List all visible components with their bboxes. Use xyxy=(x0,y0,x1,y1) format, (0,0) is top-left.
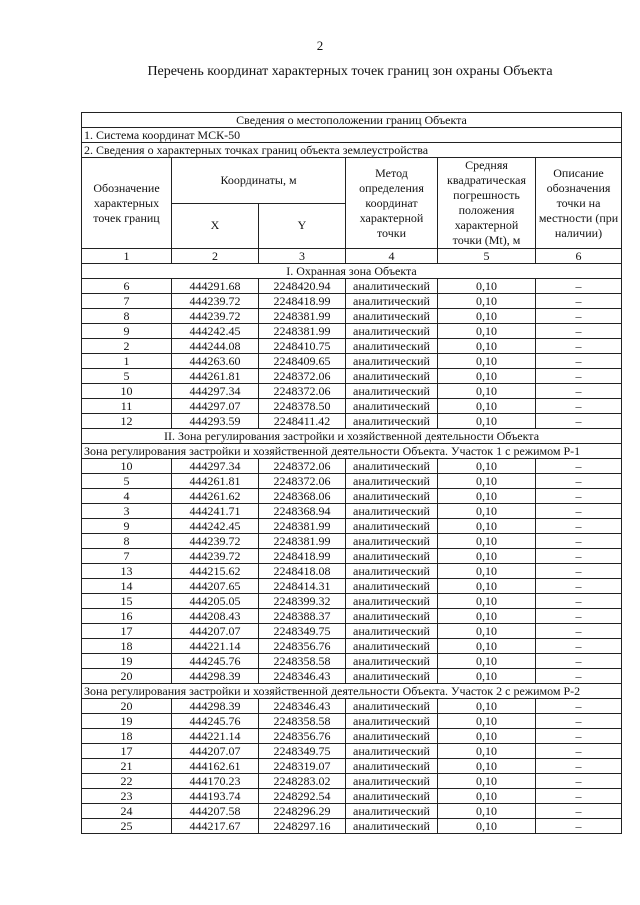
table-row xyxy=(82,639,622,654)
point-number: 9 xyxy=(82,519,172,534)
method: аналитический xyxy=(346,459,438,474)
coord-y: 2248356.76 xyxy=(259,639,346,654)
point-number: 8 xyxy=(82,309,172,324)
method: аналитический xyxy=(346,774,438,789)
method: аналитический xyxy=(346,819,438,834)
coord-x: 444239.72 xyxy=(172,309,259,324)
coord-x: 444297.34 xyxy=(172,384,259,399)
coord-x: 444217.67 xyxy=(172,819,259,834)
coord-y: 2248388.37 xyxy=(259,609,346,624)
description: – xyxy=(536,534,622,549)
table-row xyxy=(82,744,622,759)
coord-y: 2248292.54 xyxy=(259,789,346,804)
description: – xyxy=(536,294,622,309)
method: аналитический xyxy=(346,654,438,669)
points-info: 2. Сведения о характерных точках границ объекта землеустройства xyxy=(82,143,622,158)
coord-y: 2248349.75 xyxy=(259,624,346,639)
coord-y: 2248319.07 xyxy=(259,759,346,774)
section-subtitle-row xyxy=(82,684,622,699)
header-error: Средняя квадратическая погрешность положения характерной точки (Mt), м xyxy=(438,158,536,249)
table-row xyxy=(82,339,622,354)
coord-y: 2248418.99 xyxy=(259,549,346,564)
description: – xyxy=(536,789,622,804)
error-value: 0,10 xyxy=(438,669,536,684)
column-number: 3 xyxy=(259,249,346,264)
description: – xyxy=(536,714,622,729)
coord-y: 2248296.29 xyxy=(259,804,346,819)
point-number: 17 xyxy=(82,744,172,759)
point-number: 5 xyxy=(82,369,172,384)
table-row xyxy=(82,789,622,804)
coord-y: 2248378.50 xyxy=(259,399,346,414)
header-coordinates: Координаты, м xyxy=(172,158,346,204)
coord-y: 2248381.99 xyxy=(259,309,346,324)
point-number: 24 xyxy=(82,804,172,819)
coord-y: 2248368.94 xyxy=(259,504,346,519)
coord-x: 444297.34 xyxy=(172,459,259,474)
method: аналитический xyxy=(346,294,438,309)
document-title: Перечень координат характерных точек границ зон охраны Объекта xyxy=(147,64,553,79)
method: аналитический xyxy=(346,384,438,399)
point-number: 10 xyxy=(82,459,172,474)
method: аналитический xyxy=(346,744,438,759)
coord-x: 444239.72 xyxy=(172,534,259,549)
coord-y: 2248358.58 xyxy=(259,654,346,669)
coord-x: 444242.45 xyxy=(172,519,259,534)
method: аналитический xyxy=(346,549,438,564)
coord-x: 444298.39 xyxy=(172,699,259,714)
section-title-row xyxy=(82,264,622,279)
method: аналитический xyxy=(346,669,438,684)
column-number: 2 xyxy=(172,249,259,264)
method: аналитический xyxy=(346,729,438,744)
error-value: 0,10 xyxy=(438,564,536,579)
table-row xyxy=(82,714,622,729)
coord-x: 444208.43 xyxy=(172,609,259,624)
table-row xyxy=(82,534,622,549)
coord-x: 444242.45 xyxy=(172,324,259,339)
point-number: 20 xyxy=(82,699,172,714)
description: – xyxy=(536,474,622,489)
error-value: 0,10 xyxy=(438,774,536,789)
description: – xyxy=(536,489,622,504)
coord-y: 2248356.76 xyxy=(259,729,346,744)
description: – xyxy=(536,459,622,474)
method: аналитический xyxy=(346,324,438,339)
description: – xyxy=(536,564,622,579)
coord-y: 2248420.94 xyxy=(259,279,346,294)
description: – xyxy=(536,774,622,789)
point-number: 25 xyxy=(82,819,172,834)
table-row xyxy=(82,624,622,639)
coord-x: 444291.68 xyxy=(172,279,259,294)
table-row xyxy=(82,399,622,414)
description: – xyxy=(536,654,622,669)
error-value: 0,10 xyxy=(438,489,536,504)
point-number: 12 xyxy=(82,414,172,429)
coord-x: 444162.61 xyxy=(172,759,259,774)
coord-y: 2248372.06 xyxy=(259,474,346,489)
error-value: 0,10 xyxy=(438,294,536,309)
point-number: 2 xyxy=(82,339,172,354)
error-value: 0,10 xyxy=(438,594,536,609)
table-row xyxy=(82,669,622,684)
table-row xyxy=(82,609,622,624)
coord-y: 2248372.06 xyxy=(259,459,346,474)
table-row xyxy=(82,474,622,489)
error-value: 0,10 xyxy=(438,279,536,294)
section-title: II. Зона регулирования застройки и хозяйственной деятельности Объекта xyxy=(82,429,622,444)
method: аналитический xyxy=(346,309,438,324)
table-row xyxy=(82,489,622,504)
description: – xyxy=(536,309,622,324)
method: аналитический xyxy=(346,489,438,504)
method: аналитический xyxy=(346,414,438,429)
point-number: 19 xyxy=(82,654,172,669)
error-value: 0,10 xyxy=(438,399,536,414)
table-row xyxy=(82,294,622,309)
coord-x: 444244.08 xyxy=(172,339,259,354)
coord-y: 2248283.02 xyxy=(259,774,346,789)
header-method: Метод определения координат характерной точки xyxy=(346,158,438,249)
header-x: X xyxy=(172,203,259,249)
coord-x: 444245.76 xyxy=(172,654,259,669)
point-number: 4 xyxy=(82,489,172,504)
coord-y: 2248368.06 xyxy=(259,489,346,504)
section-subtitle: Зона регулирования застройки и хозяйственной деятельности Объекта. Участок 2 с режимом Р-2 xyxy=(82,684,622,699)
table-row xyxy=(82,729,622,744)
coord-x: 444207.65 xyxy=(172,579,259,594)
point-number: 20 xyxy=(82,669,172,684)
coord-x: 444221.14 xyxy=(172,639,259,654)
description: – xyxy=(536,339,622,354)
description: – xyxy=(536,519,622,534)
table-row xyxy=(82,519,622,534)
method: аналитический xyxy=(346,594,438,609)
error-value: 0,10 xyxy=(438,759,536,774)
column-numbers-row xyxy=(82,249,622,264)
method: аналитический xyxy=(346,399,438,414)
method: аналитический xyxy=(346,624,438,639)
table-row xyxy=(82,549,622,564)
method: аналитический xyxy=(346,639,438,654)
error-value: 0,10 xyxy=(438,324,536,339)
coordinates-table xyxy=(81,112,622,834)
point-number: 17 xyxy=(82,624,172,639)
description: – xyxy=(536,609,622,624)
error-value: 0,10 xyxy=(438,549,536,564)
error-value: 0,10 xyxy=(438,459,536,474)
description: – xyxy=(536,399,622,414)
coord-x: 444221.14 xyxy=(172,729,259,744)
error-value: 0,10 xyxy=(438,369,536,384)
point-number: 9 xyxy=(82,324,172,339)
error-value: 0,10 xyxy=(438,384,536,399)
column-number: 1 xyxy=(82,249,172,264)
error-value: 0,10 xyxy=(438,519,536,534)
table-row xyxy=(82,504,622,519)
error-value: 0,10 xyxy=(438,654,536,669)
table-row xyxy=(82,279,622,294)
description: – xyxy=(536,639,622,654)
section-subtitle: Зона регулирования застройки и хозяйственной деятельности Объекта. Участок 1 с режимом Р-1 xyxy=(82,444,622,459)
error-value: 0,10 xyxy=(438,474,536,489)
method: аналитический xyxy=(346,564,438,579)
coord-y: 2248410.75 xyxy=(259,339,346,354)
table-row xyxy=(82,309,622,324)
coord-x: 444241.71 xyxy=(172,504,259,519)
description: – xyxy=(536,819,622,834)
description: – xyxy=(536,504,622,519)
method: аналитический xyxy=(346,504,438,519)
description: – xyxy=(536,624,622,639)
method: аналитический xyxy=(346,369,438,384)
table-row xyxy=(82,384,622,399)
error-value: 0,10 xyxy=(438,639,536,654)
description: – xyxy=(536,549,622,564)
header-y: Y xyxy=(259,203,346,249)
error-value: 0,10 xyxy=(438,609,536,624)
point-number: 18 xyxy=(82,639,172,654)
description: – xyxy=(536,579,622,594)
coord-x: 444245.76 xyxy=(172,714,259,729)
method: аналитический xyxy=(346,279,438,294)
description: – xyxy=(536,414,622,429)
table-row xyxy=(82,819,622,834)
coord-x: 444261.81 xyxy=(172,474,259,489)
coord-x: 444193.74 xyxy=(172,789,259,804)
table-row xyxy=(82,774,622,789)
coord-y: 2248297.16 xyxy=(259,819,346,834)
coord-x: 444207.07 xyxy=(172,624,259,639)
table-row xyxy=(82,354,622,369)
error-value: 0,10 xyxy=(438,789,536,804)
error-value: 0,10 xyxy=(438,534,536,549)
coord-y: 2248381.99 xyxy=(259,324,346,339)
coord-y: 2248409.65 xyxy=(259,354,346,369)
coord-y: 2248372.06 xyxy=(259,369,346,384)
point-number: 18 xyxy=(82,729,172,744)
coord-y: 2248358.58 xyxy=(259,714,346,729)
table-row xyxy=(82,579,622,594)
table-row xyxy=(82,594,622,609)
point-number: 1 xyxy=(82,354,172,369)
coord-x: 444297.07 xyxy=(172,399,259,414)
coord-x: 444207.58 xyxy=(172,804,259,819)
error-value: 0,10 xyxy=(438,354,536,369)
point-number: 8 xyxy=(82,534,172,549)
coord-y: 2248414.31 xyxy=(259,579,346,594)
header-designation: Обозначение характерных точек границ xyxy=(82,158,172,249)
method: аналитический xyxy=(346,354,438,369)
column-number: 6 xyxy=(536,249,622,264)
coord-y: 2248346.43 xyxy=(259,699,346,714)
coord-x: 444293.59 xyxy=(172,414,259,429)
column-number: 5 xyxy=(438,249,536,264)
coord-x: 444298.39 xyxy=(172,669,259,684)
column-number: 4 xyxy=(346,249,438,264)
description: – xyxy=(536,804,622,819)
error-value: 0,10 xyxy=(438,804,536,819)
error-value: 0,10 xyxy=(438,699,536,714)
method: аналитический xyxy=(346,714,438,729)
error-value: 0,10 xyxy=(438,744,536,759)
method: аналитический xyxy=(346,699,438,714)
point-number: 5 xyxy=(82,474,172,489)
table-row xyxy=(82,699,622,714)
point-number: 6 xyxy=(82,279,172,294)
method: аналитический xyxy=(346,609,438,624)
method: аналитический xyxy=(346,804,438,819)
table-heading: Сведения о местоположении границ Объекта xyxy=(82,113,622,128)
point-number: 16 xyxy=(82,609,172,624)
description: – xyxy=(536,729,622,744)
description: – xyxy=(536,744,622,759)
point-number: 13 xyxy=(82,564,172,579)
error-value: 0,10 xyxy=(438,819,536,834)
table-row xyxy=(82,369,622,384)
description: – xyxy=(536,279,622,294)
point-number: 15 xyxy=(82,594,172,609)
section-subtitle-row xyxy=(82,444,622,459)
coord-y: 2248381.99 xyxy=(259,519,346,534)
header-description: Описание обозначения точки на местности (при наличии) xyxy=(536,158,622,249)
coord-y: 2248399.32 xyxy=(259,594,346,609)
point-number: 21 xyxy=(82,759,172,774)
error-value: 0,10 xyxy=(438,309,536,324)
point-number: 7 xyxy=(82,294,172,309)
table-row xyxy=(82,414,622,429)
error-value: 0,10 xyxy=(438,729,536,744)
page-number: 2 xyxy=(316,38,324,53)
method: аналитический xyxy=(346,789,438,804)
error-value: 0,10 xyxy=(438,414,536,429)
point-number: 23 xyxy=(82,789,172,804)
point-number: 22 xyxy=(82,774,172,789)
description: – xyxy=(536,594,622,609)
section-title: I. Охранная зона Объекта xyxy=(82,264,622,279)
description: – xyxy=(536,324,622,339)
coord-x: 444261.81 xyxy=(172,369,259,384)
table-row xyxy=(82,324,622,339)
method: аналитический xyxy=(346,534,438,549)
table-row xyxy=(82,459,622,474)
coord-y: 2248418.99 xyxy=(259,294,346,309)
error-value: 0,10 xyxy=(438,339,536,354)
method: аналитический xyxy=(346,759,438,774)
point-number: 7 xyxy=(82,549,172,564)
point-number: 14 xyxy=(82,579,172,594)
coord-x: 444239.72 xyxy=(172,294,259,309)
coord-x: 444263.60 xyxy=(172,354,259,369)
coord-y: 2248346.43 xyxy=(259,669,346,684)
coord-y: 2248418.08 xyxy=(259,564,346,579)
point-number: 11 xyxy=(82,399,172,414)
table-row xyxy=(82,759,622,774)
description: – xyxy=(536,699,622,714)
method: аналитический xyxy=(346,474,438,489)
description: – xyxy=(536,669,622,684)
table-body xyxy=(82,264,622,834)
coord-x: 444205.05 xyxy=(172,594,259,609)
point-number: 19 xyxy=(82,714,172,729)
table-row xyxy=(82,654,622,669)
table-row xyxy=(82,804,622,819)
coordinate-system: 1. Система координат МСК-50 xyxy=(82,128,622,143)
coord-x: 444170.23 xyxy=(172,774,259,789)
description: – xyxy=(536,354,622,369)
coord-y: 2248381.99 xyxy=(259,534,346,549)
error-value: 0,10 xyxy=(438,579,536,594)
coord-x: 444261.62 xyxy=(172,489,259,504)
coord-y: 2248372.06 xyxy=(259,384,346,399)
error-value: 0,10 xyxy=(438,504,536,519)
error-value: 0,10 xyxy=(438,714,536,729)
description: – xyxy=(536,384,622,399)
error-value: 0,10 xyxy=(438,624,536,639)
point-number: 3 xyxy=(82,504,172,519)
method: аналитический xyxy=(346,579,438,594)
section-title-row xyxy=(82,429,622,444)
coord-y: 2248349.75 xyxy=(259,744,346,759)
description: – xyxy=(536,369,622,384)
point-number: 10 xyxy=(82,384,172,399)
description: – xyxy=(536,759,622,774)
method: аналитический xyxy=(346,519,438,534)
method: аналитический xyxy=(346,339,438,354)
coord-y: 2248411.42 xyxy=(259,414,346,429)
coord-x: 444207.07 xyxy=(172,744,259,759)
table-row xyxy=(82,564,622,579)
coord-x: 444239.72 xyxy=(172,549,259,564)
coord-x: 444215.62 xyxy=(172,564,259,579)
